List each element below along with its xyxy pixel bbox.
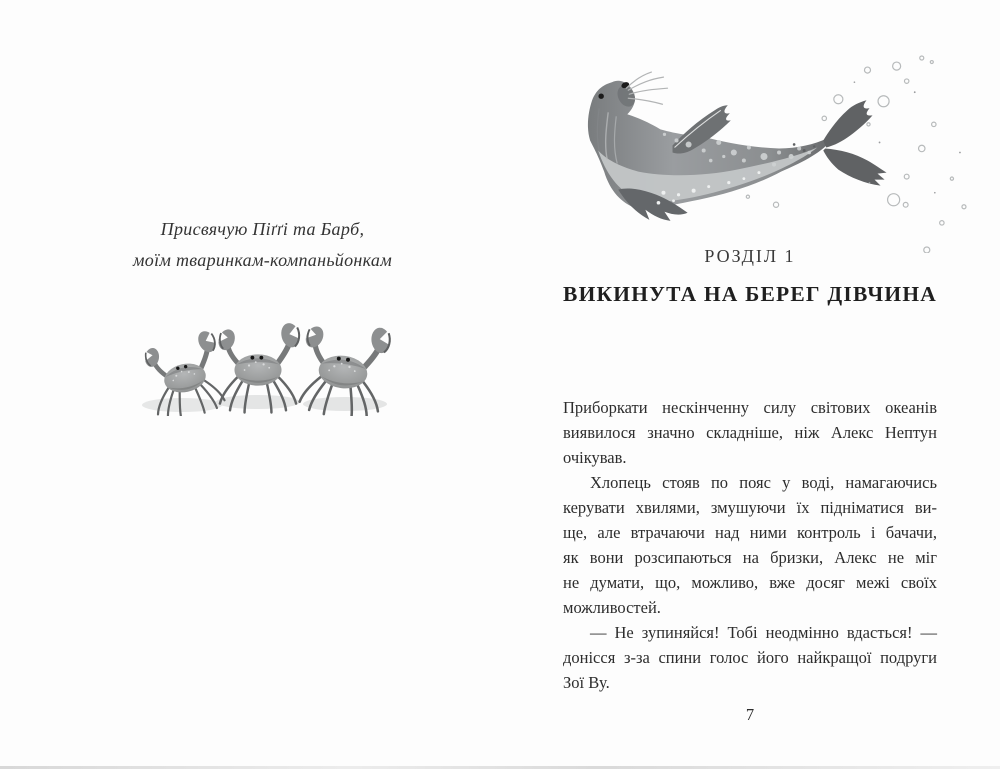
text-line: очікував. xyxy=(563,448,627,467)
right-page xyxy=(500,0,1000,769)
text-line: як вони розсипаються на бризки, Алекс не міг xyxy=(563,548,937,567)
page-number: 7 xyxy=(745,705,755,724)
chapter-title: ВИКИНУТА НА БЕРЕГ ДІВЧИНА xyxy=(563,282,937,306)
paragraph xyxy=(563,470,937,620)
text-line: Зої Ву. xyxy=(563,673,610,692)
text-line: Хлопець стояв по пояс у воді, намагаючись xyxy=(590,473,937,492)
text-line: Приборкати нескінченну силу світових океанів xyxy=(563,398,937,417)
paragraph xyxy=(563,620,937,695)
text-line: керувати хвилями, змушуючи їх підніматися ви- xyxy=(563,498,937,517)
dedication-line: Присвячую Піґґі та Барб, xyxy=(160,219,365,239)
text-line: можливостей. xyxy=(563,598,661,617)
text-line: виявилося значно складніше, ніж Алекс Нептун xyxy=(563,423,937,442)
paragraph xyxy=(563,395,937,470)
text-line: — Не зупиняйся! Тобі неодмінно вдасться! — xyxy=(590,623,937,642)
text-line: донісся з-за спини голос його найкращої подруги xyxy=(563,648,937,667)
seal-illustration xyxy=(568,52,970,253)
dedication-line: моїм тваринкам-компаньйонкам xyxy=(133,250,392,270)
text-line: не думати, що, можливо, вже досяг межі своїх xyxy=(563,573,937,592)
dedication xyxy=(90,214,435,276)
text-line: ще, але втрачаючи над ними контроль і бачачи, xyxy=(563,523,937,542)
crabs-illustration xyxy=(110,310,420,416)
chapter-label: РОЗДІЛ 1 xyxy=(704,246,796,266)
body-text xyxy=(563,395,937,695)
